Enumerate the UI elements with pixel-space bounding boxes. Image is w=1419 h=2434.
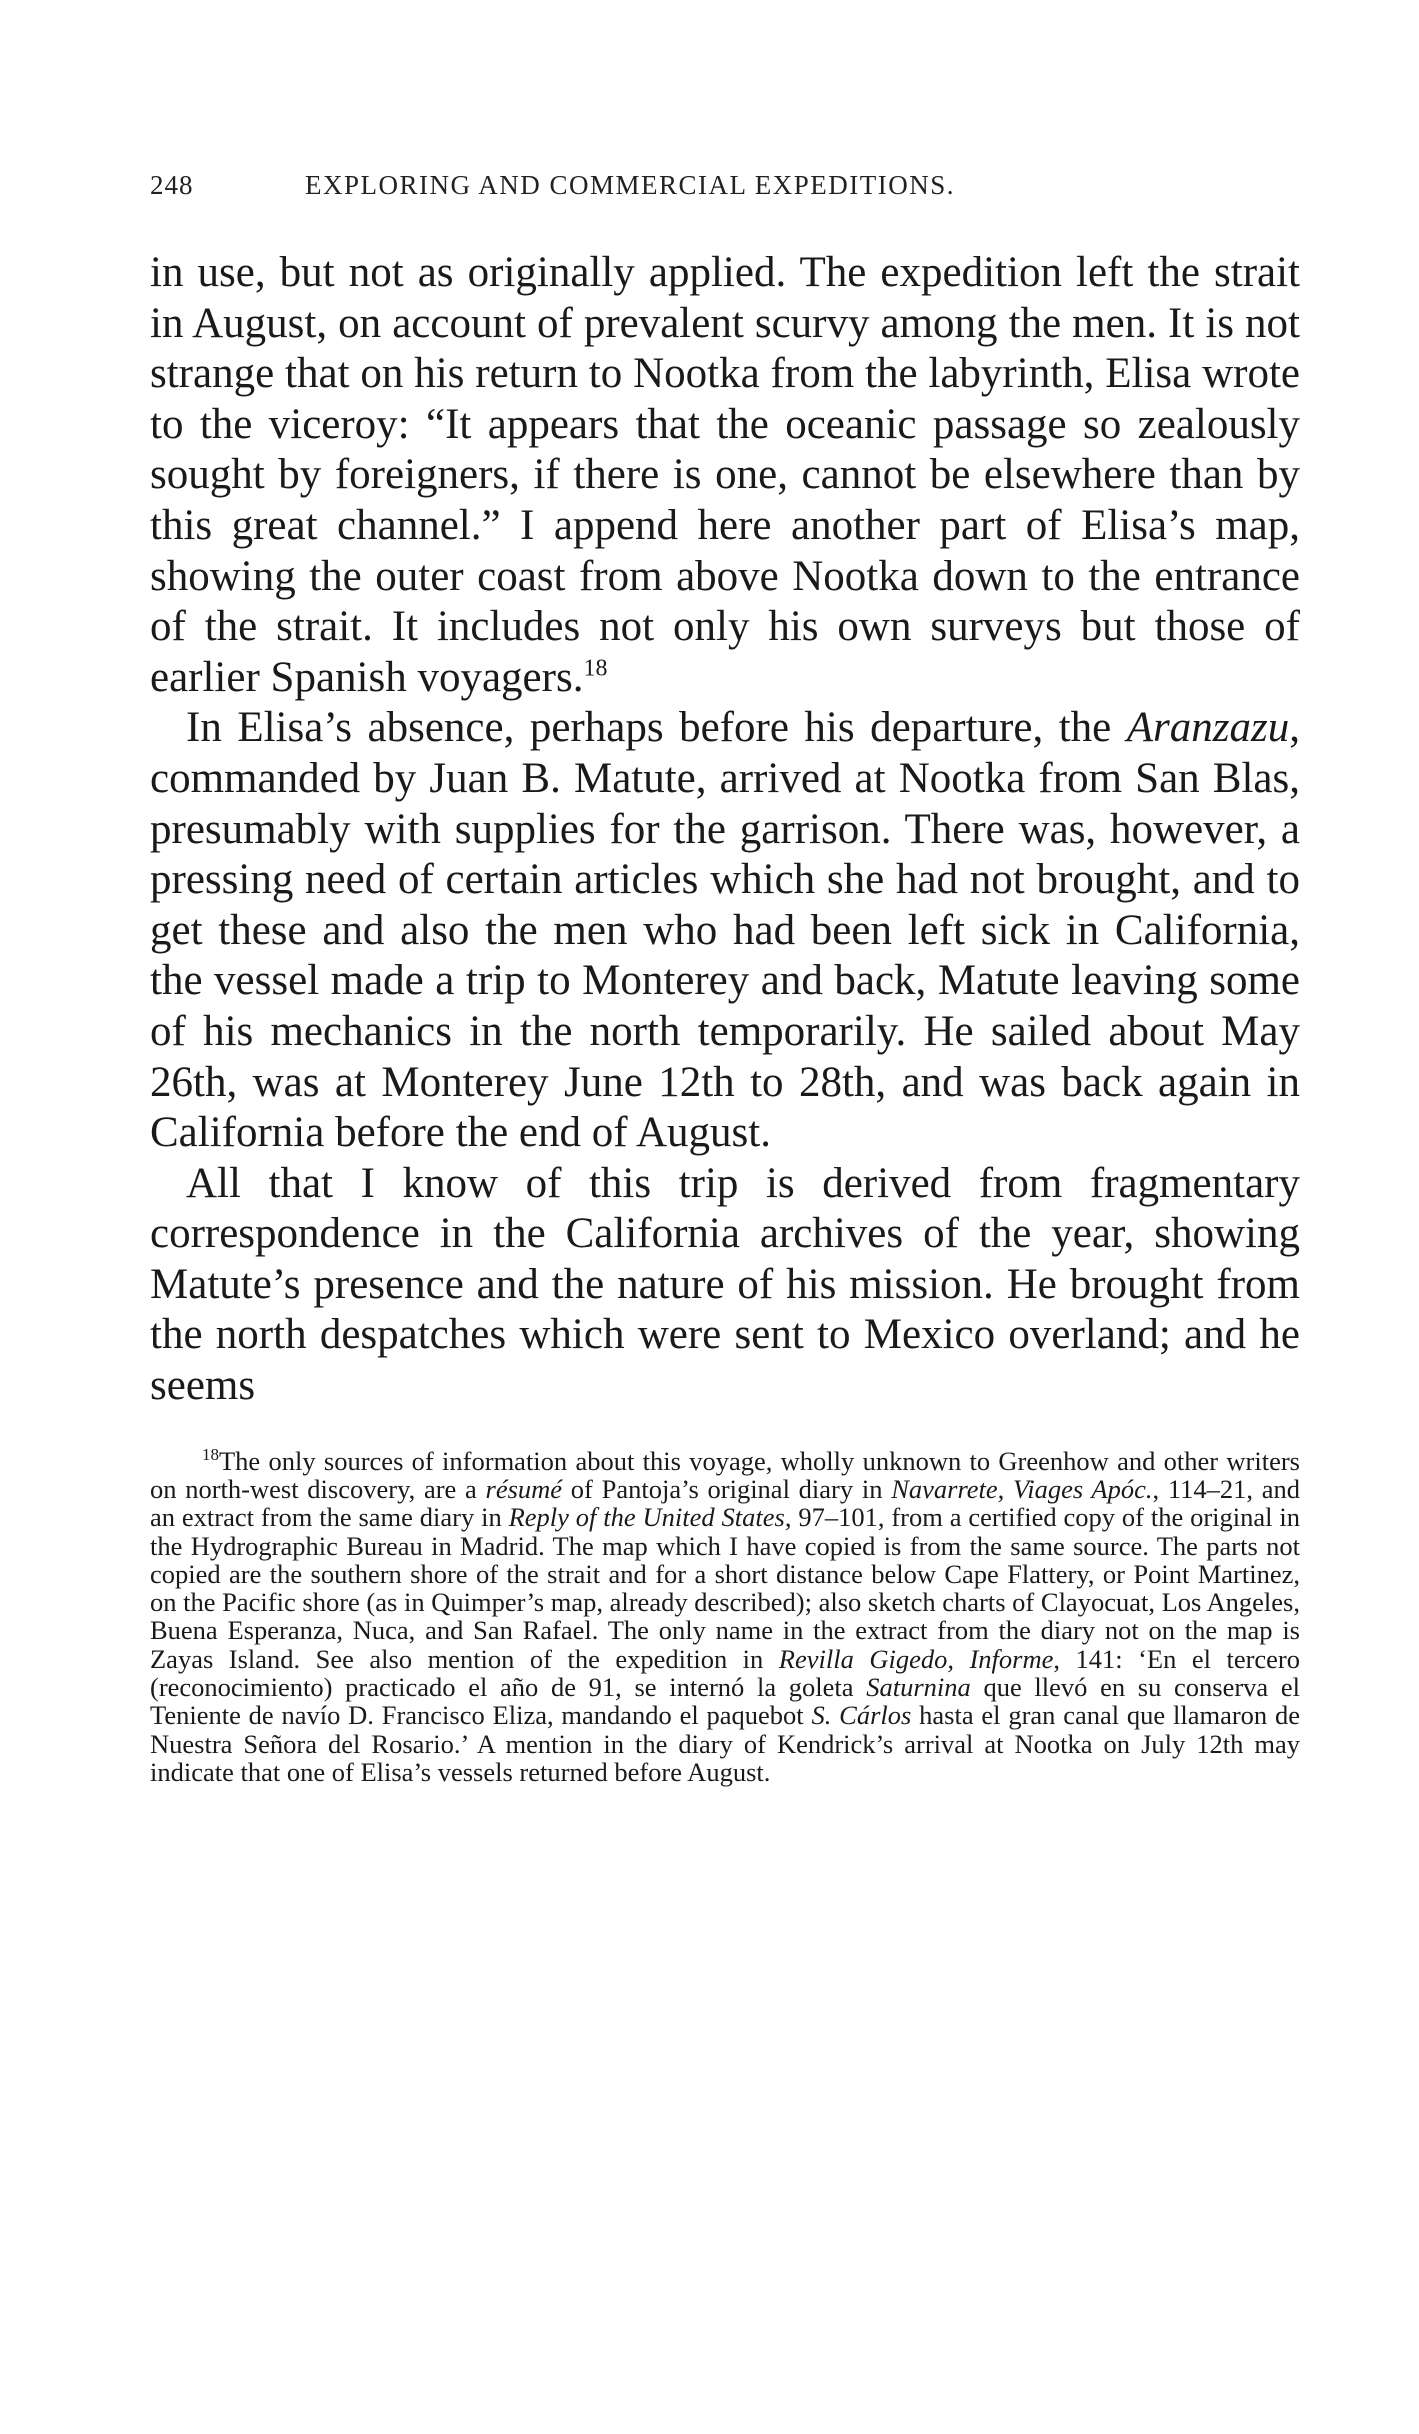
paragraph-3 xyxy=(150,1159,1300,1412)
page-header xyxy=(150,170,1300,220)
footnote-citation: Navarrete, Viages Apóc. xyxy=(891,1473,1153,1504)
footnote-reference: 18 xyxy=(583,655,608,682)
footnote-text: , 97–101, from a certified copy of the original in the Hydrographic Bureau in Madrid. The map which I have copied is from the same source. The parts not copied are the southern shore of the strait and for a short distance below Cape Flattery, or Point Martinez, on the Pacific shore (as in Quimper’s map, already described); also sketch charts of Clayocuat, Los Angeles, Buena Esperanza, Nuca, and San Rafael. The only name in the extract from the diary not on the map is Zayas Island. See also mention of the expedition in xyxy=(150,1502,1300,1674)
paragraph-1 xyxy=(150,248,1300,703)
footnote-text: of Pantoja’s original diary in xyxy=(562,1473,892,1504)
running-head: EXPLORING AND COMMERCIAL EXPEDITIONS. xyxy=(305,170,956,200)
page-number: 248 xyxy=(150,170,194,200)
body-text xyxy=(150,248,1300,1412)
paragraph-2 xyxy=(150,703,1300,1158)
paragraph-2-text-b: , commanded by Juan B. Matute, arrived at Nootka from San Blas, presumably with supplies for the garrison. There was, however, a pressing need of certain articles which she had not brought, and to get these and also the men who had been left sick in California, the vessel made a trip to Monterey and back, Matute leaving some of his mechanics in the north temporarily. He sailed about May 26th, was at Monterey June 12th to 28th, and was back again in California before the end of August. xyxy=(150,704,1300,1157)
footnote xyxy=(150,1444,1301,1787)
footnote-text: , 114–21, and an extract from the same diary in xyxy=(150,1473,1300,1533)
footnote-text: hasta el gran canal que llamaron de Nuestra Señora del Rosario.’ A mention in the diary of Kendrick’s arrival at Nootka on July 12th may indicate that one of Elisa’s vessels returned before August. xyxy=(150,1700,1300,1787)
footnote-text: , 141: ‘En el tercero (reconocimiento) practicado el año de 91, se internó la goleta xyxy=(150,1643,1301,1703)
footnote-citation: Reply of the United States xyxy=(508,1502,785,1533)
footnote-text: The only sources of information about this voyage, wholly unknown to Greenhow and other writers on north-west discovery, are a xyxy=(150,1445,1300,1504)
footnote-mark: 18 xyxy=(202,1444,219,1464)
footnote-ship-name: S. Cárlos xyxy=(811,1700,912,1731)
footnote-citation: Revilla Gigedo, Informe xyxy=(778,1643,1054,1674)
page xyxy=(150,170,1300,1786)
paragraph-2-text-a: In Elisa’s absence, perhaps before his departure, the xyxy=(186,704,1127,752)
footnote-italic: résumé xyxy=(485,1473,563,1504)
ship-name: Aranzazu xyxy=(1126,704,1290,752)
footnote-18 xyxy=(150,1444,1301,1787)
paragraph-1-text: in use, but not as originally applied. The expedition left the strait in August, on account of prevalent scurvy among the men. It is not strange that on his return to Nootka from the labyrinth, Elisa wrote to the viceroy: “It appears that the oceanic passage so zealously sought by foreigners, if there is one, cannot be elsewhere than by this great channel.” I append here another part of Elisa’s map, showing the outer coast from above Nootka down to the entrance of the strait. It includes not only his own surveys but those of earlier Spanish voyagers. xyxy=(150,249,1300,701)
footnote-ship-name: Saturnina xyxy=(866,1672,971,1703)
footnote-text: que llevó en su conserva el Teniente de navío D. Francisco Eliza, mandando el paquebot xyxy=(150,1672,1301,1731)
paragraph-3-text: All that I know of this trip is derived from fragmentary correspondence in the California archives of the year, showing Matute’s presence and the nature of his mission. He brought from the north despatches which were sent to Mexico overland; and he seems xyxy=(150,1159,1300,1410)
